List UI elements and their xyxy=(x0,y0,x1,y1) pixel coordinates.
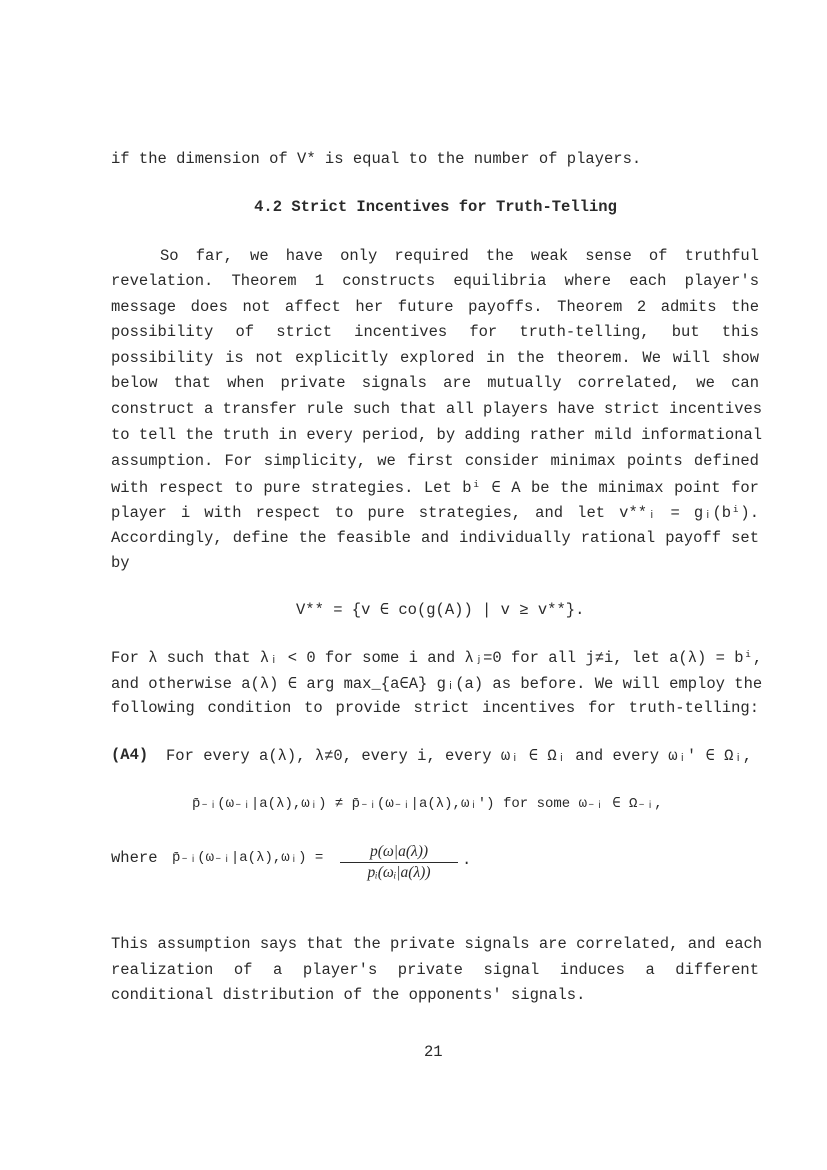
display-equation: V** = {v ∈ co(g(A)) | v ≥ v**}. xyxy=(296,601,585,619)
paragraph-line: realization of a player's private signal induces a different xyxy=(111,961,759,979)
intro-line: if the dimension of V* is equal to the number of players. xyxy=(111,150,642,168)
paragraph-line: construct a transfer rule such that all players have strict incentives xyxy=(111,400,763,418)
paragraph-line: possibility is not explicitly explored in the theorem. We will show xyxy=(111,349,759,367)
assumption-text: For every a(λ), λ≠0, every i, every ωᵢ ∈ Ωᵢ and every ωᵢ' ∈ Ωᵢ, xyxy=(166,747,753,765)
paragraph-line: conditional distribution of the opponents' signals. xyxy=(111,986,586,1004)
fraction-numerator: p(ω|a(λ)) xyxy=(340,843,458,863)
fraction-denominator: pᵢ(ωᵢ|a(λ)) xyxy=(367,864,431,881)
paragraph-line: player i with respect to pure strategies, and let v**ᵢ = gᵢ(bⁱ). xyxy=(111,504,759,522)
paragraph-line: revelation. Theorem 1 constructs equilibria where each player's xyxy=(111,272,759,290)
paragraph-line: with respect to pure strategies. Let bⁱ ∈ A be the minimax point for xyxy=(111,479,759,497)
paragraph-line: This assumption says that the private signals are correlated, and each xyxy=(111,935,763,953)
paragraph-line: Accordingly, define the feasible and individually rational payoff set xyxy=(111,529,759,547)
assumption-condition: p̄₋ᵢ(ω₋ᵢ|a(λ),ωᵢ) ≠ p̄₋ᵢ(ω₋ᵢ|a(λ),ωᵢ') for some ω₋ᵢ ∈ Ω₋ᵢ, xyxy=(192,796,663,812)
section-heading: 4.2 Strict Incentives for Truth-Telling xyxy=(254,198,617,216)
fraction-end: . xyxy=(462,851,472,869)
paragraph-line: assumption. For simplicity, we first consider minimax points defined xyxy=(111,452,759,470)
paragraph-line: possibility of strict incentives for truth-telling, but this xyxy=(111,323,759,341)
paragraph-line: to tell the truth in every period, by adding rather mild informational xyxy=(111,426,763,444)
paragraph-line: following condition to provide strict incentives for truth-telling: xyxy=(111,699,759,717)
paragraph-line: So far, we have only required the weak sense of truthful xyxy=(160,247,759,265)
where-lhs: p̄₋ᵢ(ω₋ᵢ|a(λ),ωᵢ) = xyxy=(172,850,324,866)
paragraph-line: and otherwise a(λ) ∈ arg max_{a∈A} gᵢ(a) as before. We will employ the xyxy=(111,675,763,693)
paragraph-line: message does not affect her future payoffs. Theorem 2 admits the xyxy=(111,298,759,316)
page-number: 21 xyxy=(424,1043,443,1061)
fraction xyxy=(340,843,458,882)
assumption-label: (A4) xyxy=(111,746,149,764)
paragraph-line: For λ such that λᵢ < 0 for some i and λⱼ=0 for all j≠i, let a(λ) = bⁱ, xyxy=(111,649,763,667)
where-word: where xyxy=(111,849,158,867)
paragraph-line: by xyxy=(111,554,130,572)
paragraph-line: below that when private signals are mutually correlated, we can xyxy=(111,374,759,392)
